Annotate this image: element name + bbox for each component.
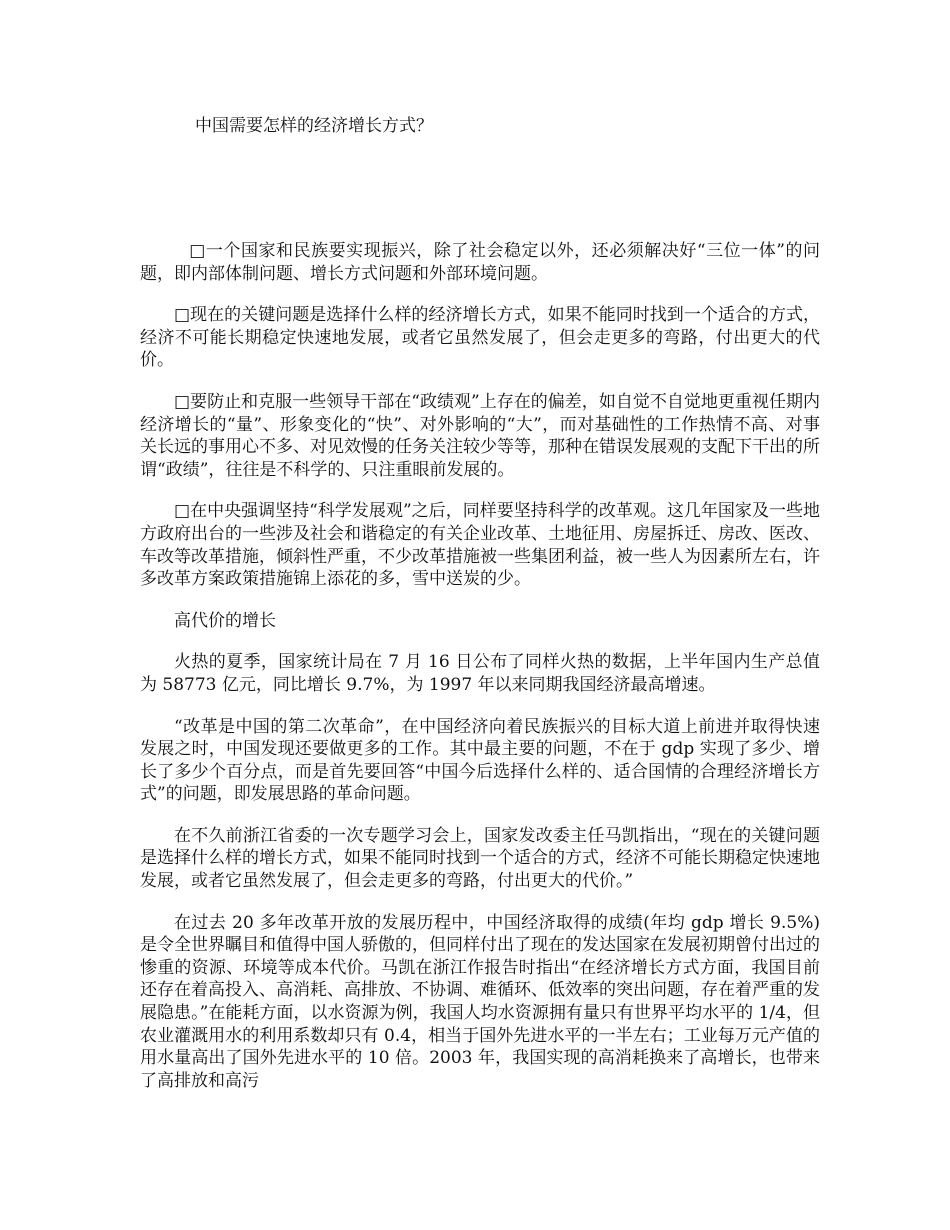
paragraph-3: □要防止和克服一些领导干部在“政绩观”上存在的偏差，如自觉不自觉地更重视任期内经济增长的“量”、形象变化的“快”、对外影响的“大”，而对基础性的工作热情不高、对事关长远的事用心不多、对见效慢的任务关注较少等等，那种在错误发展观的支配下干出的所谓“政绩”，往往是不科学的、只注重眼前发展的。 bbox=[140, 391, 820, 480]
paragraph-6: “改革是中国的第二次革命”，在中国经济向着民族振兴的目标大道上前进并取得快速发展之时，中国发现还要做更多的工作。其中最主要的问题，不在于 gdp 实现了多少、增长了多少个百分点，而是首先要回答“中国今后选择什么样的、适合国情的合理经济增长方式”的问题，即发展思路的革命问题。 bbox=[140, 716, 820, 805]
document-body bbox=[140, 240, 820, 1092]
section-heading: 高代价的增长 bbox=[174, 610, 276, 631]
paragraph-2: □现在的关键问题是选择什么样的经济增长方式，如果不能同时找到一个适合的方式，经济不可能长期稳定快速地发展，或者它虽然发展了，但会走更多的弯路，付出更大的代价。 bbox=[140, 305, 820, 371]
document-title: 中国需要怎样的经济增长方式？ bbox=[195, 116, 433, 136]
paragraph-5: 火热的夏季，国家统计局在 7 月 16 日公布了同样火热的数据，上半年国内生产总值为 58773 亿元，同比增长 9.7%，为 1997 年以来同期我国经济最高增速。 bbox=[140, 652, 820, 695]
paragraph-1: □一个国家和民族要实现振兴，除了社会稳定以外，还必须解决好“三位一体”的问题，即内部体制问题、增长方式问题和外部环境问题。 bbox=[140, 241, 820, 284]
paragraph-8: 在过去 20 多年改革开放的发展历程中，中国经济取得的成绩(年均 gdp 增长 9.5%)是令全世界瞩目和值得中国人骄傲的，但同样付出了现在的发达国家在发展初期曾付出过的惨重的资源、环境等成本代价。马凯在浙江作报告时指出“在经济增长方式方面，我国目前还存在着高投入、高消耗、高排放、不协调、难循环、低效率的突出问题，存在着严重的发展隐患。”在能耗方面，以水资源为例，我国人均水资源拥有量只有世界平均水平的 1/4，但农业灌溉用水的利用系数却只有 0.4，相当于国外先进水平的一半左右；工业每万元产值的用水量高出了国外先进水平的 10 倍。2003 年，我国实现的高消耗换来了高增长，也带来了高排放和高污 bbox=[140, 912, 820, 1091]
paragraph-4: □在中央强调坚持“科学发展观”之后，同样要坚持科学的改革观。这几年国家及一些地方政府出台的一些涉及社会和谐稳定的有关企业改革、土地征用、房屋拆迁、房改、医改、车改等改革措施，倾斜性严重，不少改革措施被一些集团利益，被一些人为因素所左右，许多改革方案政策措施锦上添花的多，雪中送炭的少。 bbox=[140, 501, 820, 590]
paragraph-7: 在不久前浙江省委的一次专题学习会上，国家发改委主任马凯指出，“现在的关键问题是选择什么样的增长方式，如果不能同时找到一个适合的方式，经济不可能长期稳定快速地发展，或者它虽然发展了，但会走更多的弯路，付出更大的代价。” bbox=[140, 825, 820, 892]
